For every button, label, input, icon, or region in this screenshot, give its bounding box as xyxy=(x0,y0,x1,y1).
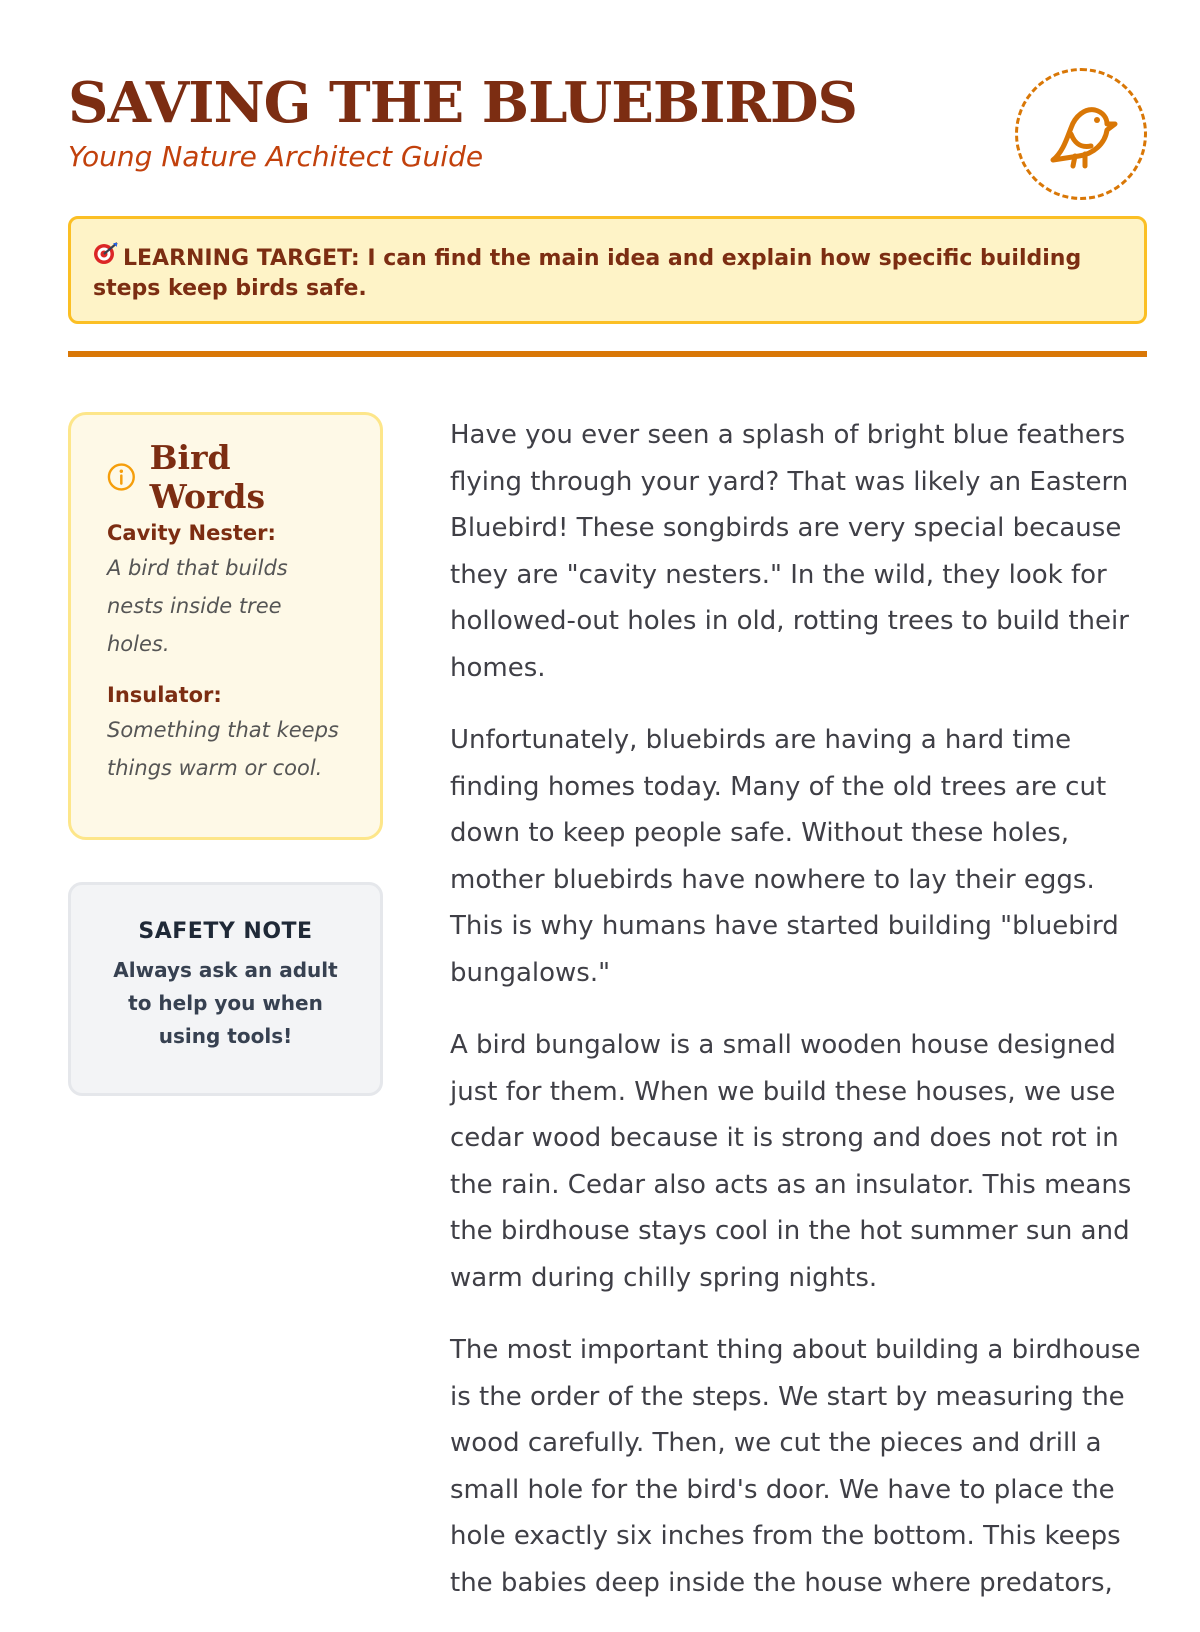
vocab-term xyxy=(107,521,348,663)
vocab-term xyxy=(107,683,348,787)
article-paragraph: Unfortunately, bluebirds are having a hard time finding homes today. Many of the old trees are cut down to keep people safe. Without these holes, mother bluebirds have nowhere to lay their eggs. This is why humans have started building "bluebird bungalows." xyxy=(450,725,1119,988)
page xyxy=(68,0,1147,1600)
vocab-term-definition: Something that keeps things warm or cool. xyxy=(107,718,339,780)
section-divider xyxy=(68,351,1147,357)
target-icon xyxy=(93,241,123,274)
page-subtitle: Young Nature Architect Guide xyxy=(68,140,484,173)
vocab-box xyxy=(68,412,383,840)
article-paragraph: A bird bungalow is a small wooden house designed just for them. When we build these houses, we use cedar wood because it is strong and does not rot in the rain. Cedar also acts as an insulator. This means the birdhouse stays cool in the hot summer sun and warm during chilly spring nights. xyxy=(450,1030,1132,1293)
article-paragraph: The most important thing about building a birdhouse is the order of the steps. We start by measuring the wood carefully. Then, we cut the pieces and drill a small hole for the bird's door. We have to place the hole exactly six inches from the bottom. This keeps the babies deep inside the house where predators, xyxy=(450,1335,1141,1598)
safety-title: SAFETY NOTE xyxy=(138,919,313,944)
article-paragraph: Have you ever seen a splash of bright blue feathers flying through your yard? That was likely an Eastern Bluebird! These songbirds are very special because they are "cavity nesters." In the wild, they look for hollowed-out holes in old, rotting trees to build their homes. xyxy=(450,420,1129,683)
info-icon xyxy=(107,462,136,492)
vocab-title: Bird Words xyxy=(149,438,266,516)
article-body xyxy=(450,412,1147,1632)
vocab-header xyxy=(107,438,348,516)
page-title: SAVING THE BLUEBIRDS xyxy=(68,70,857,136)
vocab-term-definition: A bird that builds nests inside tree holes. xyxy=(107,556,288,656)
bird-badge xyxy=(1015,68,1147,200)
bird-icon xyxy=(1041,94,1121,174)
learning-target-text: LEARNING TARGET: I can find the main idea and explain how specific building steps keep birds safe. xyxy=(93,246,1082,301)
safety-text: Always ask an adult to help you when using tools! xyxy=(113,958,338,1048)
vocab-term-name: Cavity Nester: xyxy=(107,521,276,545)
safety-note-box xyxy=(68,882,383,1096)
learning-target-box xyxy=(68,216,1147,324)
vocab-term-name: Insulator: xyxy=(107,683,222,707)
header xyxy=(68,60,1147,210)
